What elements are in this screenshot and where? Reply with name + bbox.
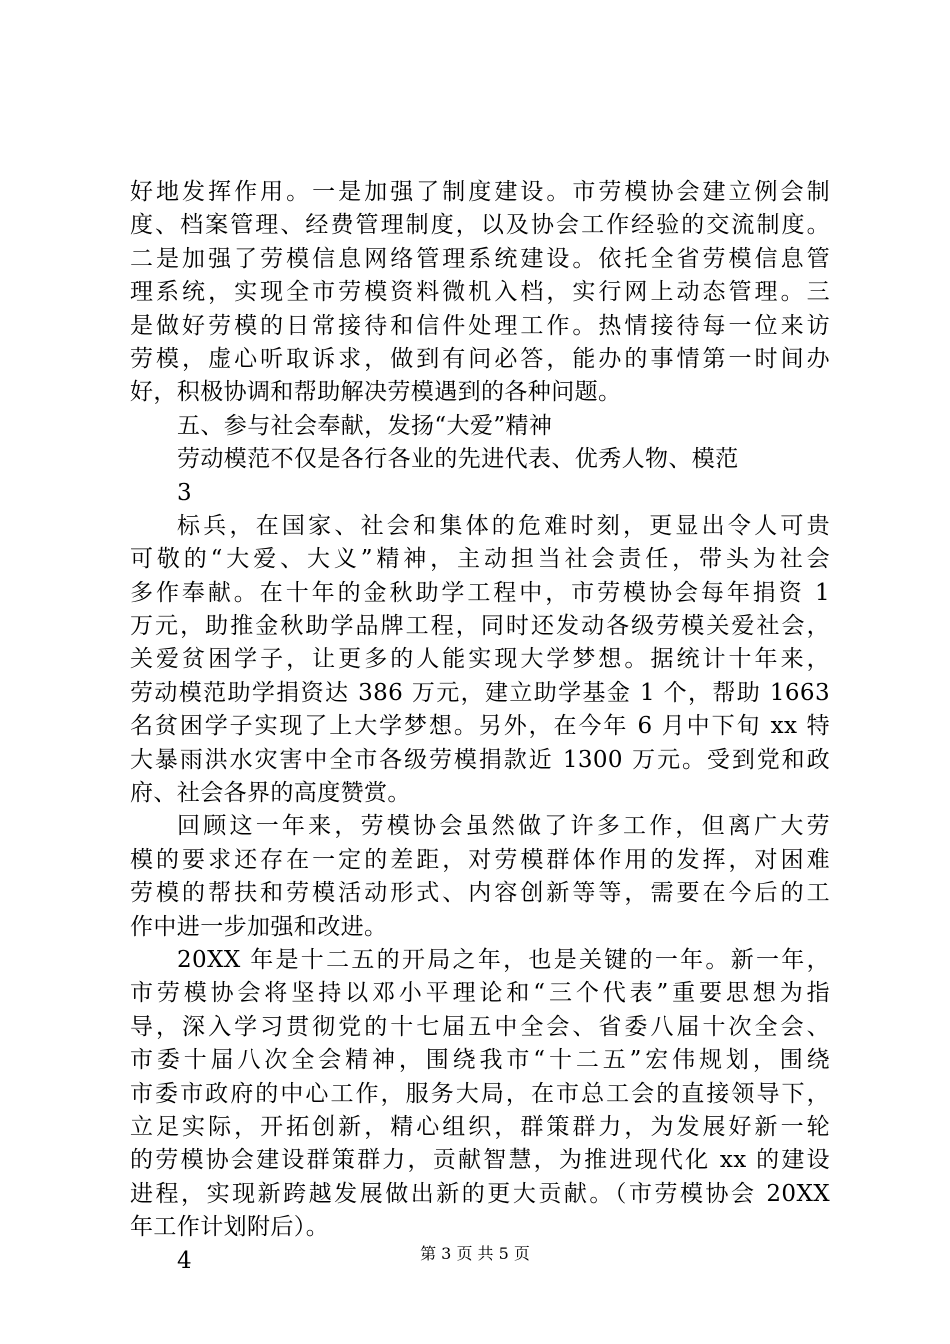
text-line: 20XX 年是十二五的开局之年，也是关键的一年。新一年， [177, 946, 830, 973]
text-line: 劳模的帮扶和劳模活动形式、内容创新等等，需要在今后的工 [130, 880, 830, 907]
text-line: 理系统，实现全市劳模资料微机入档，实行网上动态管理。三 [130, 279, 830, 306]
text-line: 导，深入学习贯彻党的十七届五中全会、省委八届十次全会、 [130, 1013, 830, 1040]
text-line: 府、社会各界的高度赞赏。 [130, 780, 411, 807]
text-line: 二是加强了劳模信息网络管理系统建设。依托全省劳模信息管 [130, 245, 830, 272]
text-line: 市委市政府的中心工作，服务大局，在市总工会的直接领导下， [130, 1080, 830, 1107]
text-line: 好地发挥作用。一是加强了制度建设。市劳模协会建立例会制 [130, 179, 830, 205]
text-line: 好，积极协调和帮助解决劳模遇到的各种问题。 [130, 379, 622, 406]
page-footer: 第 3 页 共 5 页 [420, 1244, 530, 1263]
text-line: 市劳模协会将坚持以邓小平理论和“三个代表”重要思想为指 [130, 980, 830, 1007]
text-line: 名贫困学子实现了上大学梦想。另外，在今年 6 月中下旬 xx 特 [130, 713, 830, 740]
text-line: 是做好劳模的日常接待和信件处理工作。热情接待每一位来访 [130, 312, 830, 339]
text-line: 立足实际，开拓创新，精心组织，群策群力，为发展好新一轮 [130, 1113, 830, 1140]
text-line: 关爱贫困学子，让更多的人能实现大学梦想。据统计十年来， [130, 646, 830, 673]
section-heading: 五、参与社会奉献，发扬“大爱”精神 [177, 412, 553, 439]
document-body [130, 176, 830, 1278]
text-line: 市委十届八次全会精神，围绕我市“十二五”宏伟规划，围绕 [130, 1047, 830, 1074]
text-line: 劳模，虚心听取诉求，做到有问必答，能办的事情第一时间办 [130, 345, 830, 372]
text-line: 万元，助推金秋助学品牌工程，同时还发动各级劳模关爱社会， [130, 613, 830, 640]
text-line: 大暴雨洪水灾害中全市各级劳模捐款近 1300 万元。受到党和政 [130, 746, 830, 773]
text-line: 多作奉献。在十年的金秋助学工程中，市劳模协会每年捐资 1 [130, 579, 830, 606]
text-line: 可敬的“大爱、大义”精神，主动担当社会责任，带头为社会 [130, 546, 830, 573]
text-line: 作中进一步加强和改进。 [130, 913, 388, 940]
page-number-marker: 3 [177, 479, 193, 506]
text-line: 劳动模范助学捐资达 386 万元，建立助学基金 1 个，帮助 1663 [130, 679, 830, 706]
text-line: 的劳模协会建设群策群力，贡献智慧，为推进现代化 xx 的建设 [130, 1147, 830, 1174]
text-line: 度、档案管理、经费管理制度，以及协会工作经验的交流制度。 [130, 212, 830, 239]
text-line: 年工作计划附后）。 [130, 1214, 330, 1241]
text-line: 模的要求还存在一定的差距，对劳模群体作用的发挥，对困难 [130, 846, 830, 873]
text-line: 劳动模范不仅是各行各业的先进代表、优秀人物、模范 [177, 446, 739, 473]
text-line: 进程，实现新跨越发展做出新的更大贡献。（市劳模协会 20XX [130, 1180, 830, 1207]
text-line: 标兵，在国家、社会和集体的危难时刻，更显出令人可贵 [177, 512, 830, 539]
text-line: 回顾这一年来，劳模协会虽然做了许多工作，但离广大劳 [177, 813, 830, 840]
page-number-marker: 4 [177, 1247, 193, 1274]
